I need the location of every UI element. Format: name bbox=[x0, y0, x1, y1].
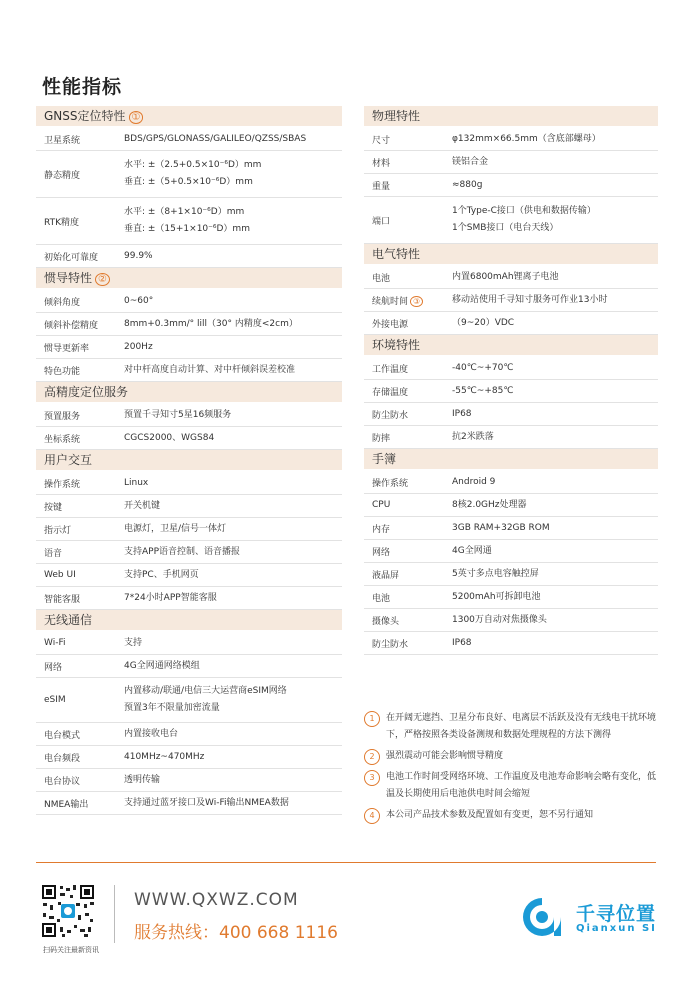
spec-row bbox=[36, 290, 342, 313]
spec-row bbox=[36, 198, 342, 245]
spec-row bbox=[364, 632, 658, 655]
footnote-marker: ③ bbox=[410, 296, 423, 307]
spec-value: 开关机键 bbox=[124, 500, 161, 511]
spec-label: 续航时间 ③ bbox=[364, 294, 442, 307]
spec-label: 电台协议 bbox=[44, 776, 81, 787]
section-header-wireless bbox=[36, 610, 342, 630]
spec-label: 防摔 bbox=[372, 433, 391, 444]
spec-value: 预置千寻知寸5星16频服务 bbox=[124, 409, 232, 420]
spec-value: 200Hz bbox=[124, 341, 153, 352]
spec-value: 8mm+0.3mm/° lill（30° 内精度<2cm） bbox=[124, 318, 298, 329]
spec-row bbox=[364, 494, 658, 517]
spec-row bbox=[36, 746, 342, 769]
spec-label: CPU bbox=[372, 500, 391, 510]
spec-row bbox=[364, 174, 658, 197]
spec-value: 5200mAh可拆卸电池 bbox=[452, 591, 541, 602]
spec-row bbox=[36, 541, 342, 564]
spec-value: 移动站使用千寻知寸服务可作业13小时 bbox=[452, 294, 608, 305]
spec-label: 液晶屏 bbox=[372, 570, 400, 581]
left-column bbox=[36, 106, 342, 815]
spec-label: 电台频段 bbox=[44, 753, 81, 764]
spec-row bbox=[36, 769, 342, 792]
brand-name-en: Qianxun SI bbox=[576, 923, 657, 934]
spec-label: NMEA输出 bbox=[44, 799, 89, 810]
section-header-gnss bbox=[36, 106, 342, 126]
section-title: GNSS定位特性 bbox=[44, 109, 126, 123]
spec-row bbox=[36, 313, 342, 336]
qianxun-logo-icon bbox=[522, 896, 570, 938]
footnote-number: 1 bbox=[364, 711, 380, 727]
qr-code bbox=[40, 883, 96, 939]
footnote-item bbox=[364, 807, 664, 824]
spec-value: 8核2.0GHz处理器 bbox=[452, 499, 527, 510]
spec-label: Wi-Fi bbox=[44, 638, 66, 648]
section-title: 电气特性 bbox=[372, 247, 421, 261]
footer-divider bbox=[36, 862, 656, 863]
spec-value: Android 9 bbox=[452, 476, 496, 487]
spec-row bbox=[36, 336, 342, 359]
right-column bbox=[364, 106, 658, 655]
section-header-physical bbox=[364, 106, 658, 126]
spec-value: φ132mm×66.5mm（含底部螺母） bbox=[452, 133, 601, 144]
spec-value: Linux bbox=[124, 477, 149, 488]
spec-row bbox=[364, 426, 658, 449]
spec-value: IP68 bbox=[452, 408, 472, 419]
spec-row bbox=[36, 587, 342, 610]
spec-label: 网络 bbox=[372, 547, 391, 558]
section-header-env bbox=[364, 335, 658, 355]
footnote-item bbox=[364, 748, 664, 765]
footnote-marker: ② bbox=[95, 273, 110, 286]
spec-row bbox=[36, 518, 342, 541]
section-title: 惯导特性 bbox=[44, 271, 93, 285]
spec-label: 惯导更新率 bbox=[44, 343, 90, 354]
spec-value: 4G全网通网络模组 bbox=[124, 660, 200, 671]
spec-label: 端口 bbox=[372, 216, 391, 227]
section-title: 用户交互 bbox=[44, 453, 93, 467]
spec-row bbox=[364, 563, 658, 586]
spec-value: 内置接收电台 bbox=[124, 728, 179, 739]
spec-value: 电源灯，卫星/信号一体灯 bbox=[124, 523, 227, 534]
spec-value: 7*24小时APP智能客服 bbox=[124, 592, 217, 603]
section-title: 环境特性 bbox=[372, 338, 421, 352]
spec-row bbox=[36, 632, 342, 655]
spec-value: 镁铝合金 bbox=[452, 156, 489, 167]
spec-row bbox=[36, 245, 342, 268]
footnote-number: 2 bbox=[364, 749, 380, 765]
service-hotline: 服务热线：400 668 1116 bbox=[134, 923, 338, 943]
spec-value: CGCS2000、WGS84 bbox=[124, 432, 215, 443]
spec-label: 倾斜补偿精度 bbox=[44, 320, 99, 331]
footer-separator bbox=[114, 885, 115, 943]
spec-value: 透明传输 bbox=[124, 774, 161, 785]
section-title: 物理特性 bbox=[372, 109, 421, 123]
spec-label: 操作系统 bbox=[372, 478, 409, 489]
spec-value: 抗2米跌落 bbox=[452, 431, 494, 442]
spec-label: 按键 bbox=[44, 502, 63, 513]
spec-value: 1个Type-C接口（供电和数据传输） 1个SMB接口（电台天线） bbox=[452, 206, 596, 233]
spec-value: 3GB RAM+32GB ROM bbox=[452, 522, 550, 533]
spec-value: 对中杆高度自动计算、对中杆倾斜误差校准 bbox=[124, 364, 296, 375]
spec-value: -55℃~+85℃ bbox=[452, 385, 514, 396]
spec-row bbox=[364, 403, 658, 426]
spec-label: 电池 bbox=[372, 593, 391, 604]
spec-label: 静态精度 bbox=[44, 170, 81, 181]
spec-label: 语音 bbox=[44, 548, 63, 559]
spec-label: 倾斜角度 bbox=[44, 297, 81, 308]
spec-label: 摄像头 bbox=[372, 616, 400, 627]
section-header-handbook bbox=[364, 449, 658, 469]
spec-label: 预置服务 bbox=[44, 411, 81, 422]
spec-row bbox=[36, 678, 342, 723]
footnote-text: 在开阔无遮挡、卫星分布良好、电离层不活跃及没有无线电干扰环境下，严格按照各类设备测规和数据处理规程的方法下测得 bbox=[386, 713, 657, 740]
spec-value: 1300万自动对焦摄像头 bbox=[452, 614, 547, 625]
spec-label: 智能客服 bbox=[44, 594, 81, 605]
spec-value: BDS/GPS/GLONASS/GALILEO/QZSS/SBAS bbox=[124, 133, 307, 144]
spec-label: 坐标系统 bbox=[44, 434, 81, 445]
spec-row bbox=[36, 359, 342, 382]
spec-value: ≈880g bbox=[452, 179, 483, 190]
spec-row bbox=[36, 564, 342, 587]
footnote-text: 强烈震动可能会影响惯导精度 bbox=[386, 751, 504, 761]
section-header-hp bbox=[36, 382, 342, 402]
spec-row bbox=[364, 357, 658, 380]
spec-label: 操作系统 bbox=[44, 479, 81, 490]
section-header-imu bbox=[36, 268, 342, 288]
spec-value: -40℃~+70℃ bbox=[452, 362, 514, 373]
footnote-number: 4 bbox=[364, 808, 380, 824]
spec-row bbox=[364, 609, 658, 632]
spec-value: 410MHz~470MHz bbox=[124, 751, 205, 762]
spec-row bbox=[36, 128, 342, 151]
spec-value: 支持PC、手机网页 bbox=[124, 569, 199, 580]
spec-label: RTK精度 bbox=[44, 217, 79, 228]
footnote-text: 本公司产品技术参数及配置如有变更，恕不另行通知 bbox=[386, 810, 594, 820]
spec-label: 防尘防水 bbox=[372, 410, 409, 421]
spec-value: 支持通过蓝牙接口及Wi-Fi输出NMEA数据 bbox=[124, 797, 289, 808]
page-title: 性能指标 bbox=[42, 76, 123, 98]
spec-row bbox=[364, 312, 658, 335]
spec-label: 网络 bbox=[44, 662, 63, 673]
spec-label: 尺寸 bbox=[372, 135, 391, 146]
section-title: 无线通信 bbox=[44, 613, 93, 627]
spec-label: 内存 bbox=[372, 524, 391, 535]
spec-label: 指示灯 bbox=[44, 525, 72, 536]
spec-value: 5英寸多点电容触控屏 bbox=[452, 568, 539, 579]
spec-label: 电台模式 bbox=[44, 730, 81, 741]
spec-label: 存储温度 bbox=[372, 387, 409, 398]
spec-row bbox=[36, 427, 342, 450]
spec-label: 特色功能 bbox=[44, 366, 81, 377]
spec-row bbox=[36, 723, 342, 746]
spec-value: IP68 bbox=[452, 637, 472, 648]
spec-row bbox=[364, 289, 658, 312]
section-title: 高精度定位服务 bbox=[44, 385, 129, 399]
spec-label: 材料 bbox=[372, 158, 391, 169]
brand-name-cn: 千寻位置 bbox=[576, 903, 657, 925]
section-title: 手簿 bbox=[372, 452, 397, 466]
spec-row bbox=[364, 540, 658, 563]
spec-row bbox=[364, 586, 658, 609]
spec-row bbox=[36, 655, 342, 678]
spec-value: 支持APP语音控制、语音播报 bbox=[124, 546, 241, 557]
qr-caption: 扫码关注最新资讯 bbox=[43, 946, 99, 954]
spec-row bbox=[36, 472, 342, 495]
spec-row bbox=[36, 792, 342, 815]
spec-row bbox=[364, 266, 658, 289]
section-header-electrical bbox=[364, 244, 658, 264]
spec-value: 99.9% bbox=[124, 250, 153, 261]
spec-row bbox=[364, 151, 658, 174]
spec-value: 内置移动/联通/电信三大运营商eSIM网络 预置3年不限量加密流量 bbox=[124, 686, 287, 713]
spec-value: 支持 bbox=[124, 637, 143, 648]
footnote-text: 电池工作时间受网络环境、工作温度及电池寿命影响会略有变化，低温及长期使用后电池供电时间会缩短 bbox=[386, 772, 657, 799]
spec-label: 重量 bbox=[372, 181, 391, 192]
spec-label: 卫星系统 bbox=[44, 135, 81, 146]
spec-value: （9~20）VDC bbox=[452, 317, 515, 328]
spec-label: 防尘防水 bbox=[372, 639, 409, 650]
footnote-item bbox=[364, 710, 664, 744]
spec-row bbox=[36, 151, 342, 198]
footnote-marker: ① bbox=[129, 111, 144, 124]
spec-label: eSIM bbox=[44, 695, 66, 705]
spec-label: 工作温度 bbox=[372, 364, 409, 375]
spec-row bbox=[364, 197, 658, 244]
spec-value: 内置6800mAh锂离子电池 bbox=[452, 271, 559, 282]
spec-row bbox=[364, 471, 658, 494]
footnote-item bbox=[364, 769, 664, 803]
spec-value: 水平: ±（2.5+0.5×10⁻⁶D）mm 垂直: ±（5+0.5×10⁻⁶D）mm bbox=[124, 160, 262, 187]
spec-row bbox=[364, 128, 658, 151]
spec-label: 外接电源 bbox=[372, 319, 409, 330]
spec-label: Web UI bbox=[44, 570, 76, 580]
spec-value: 0~60° bbox=[124, 295, 154, 306]
spec-row bbox=[36, 495, 342, 518]
spec-value: 4G全网通 bbox=[452, 545, 492, 556]
footnotes bbox=[364, 710, 664, 828]
spec-label: 初始化可靠度 bbox=[44, 252, 99, 263]
spec-label: 电池 bbox=[372, 273, 391, 284]
section-header-ui bbox=[36, 450, 342, 470]
spec-value: 水平: ±（8+1×10⁻⁶D）mm 垂直: ±（15+1×10⁻⁶D）mm bbox=[124, 207, 250, 234]
spec-row bbox=[36, 404, 342, 427]
spec-row bbox=[364, 380, 658, 403]
footnote-number: 3 bbox=[364, 770, 380, 786]
website-link[interactable]: WWW.QXWZ.COM bbox=[134, 890, 299, 910]
spec-row bbox=[364, 517, 658, 540]
